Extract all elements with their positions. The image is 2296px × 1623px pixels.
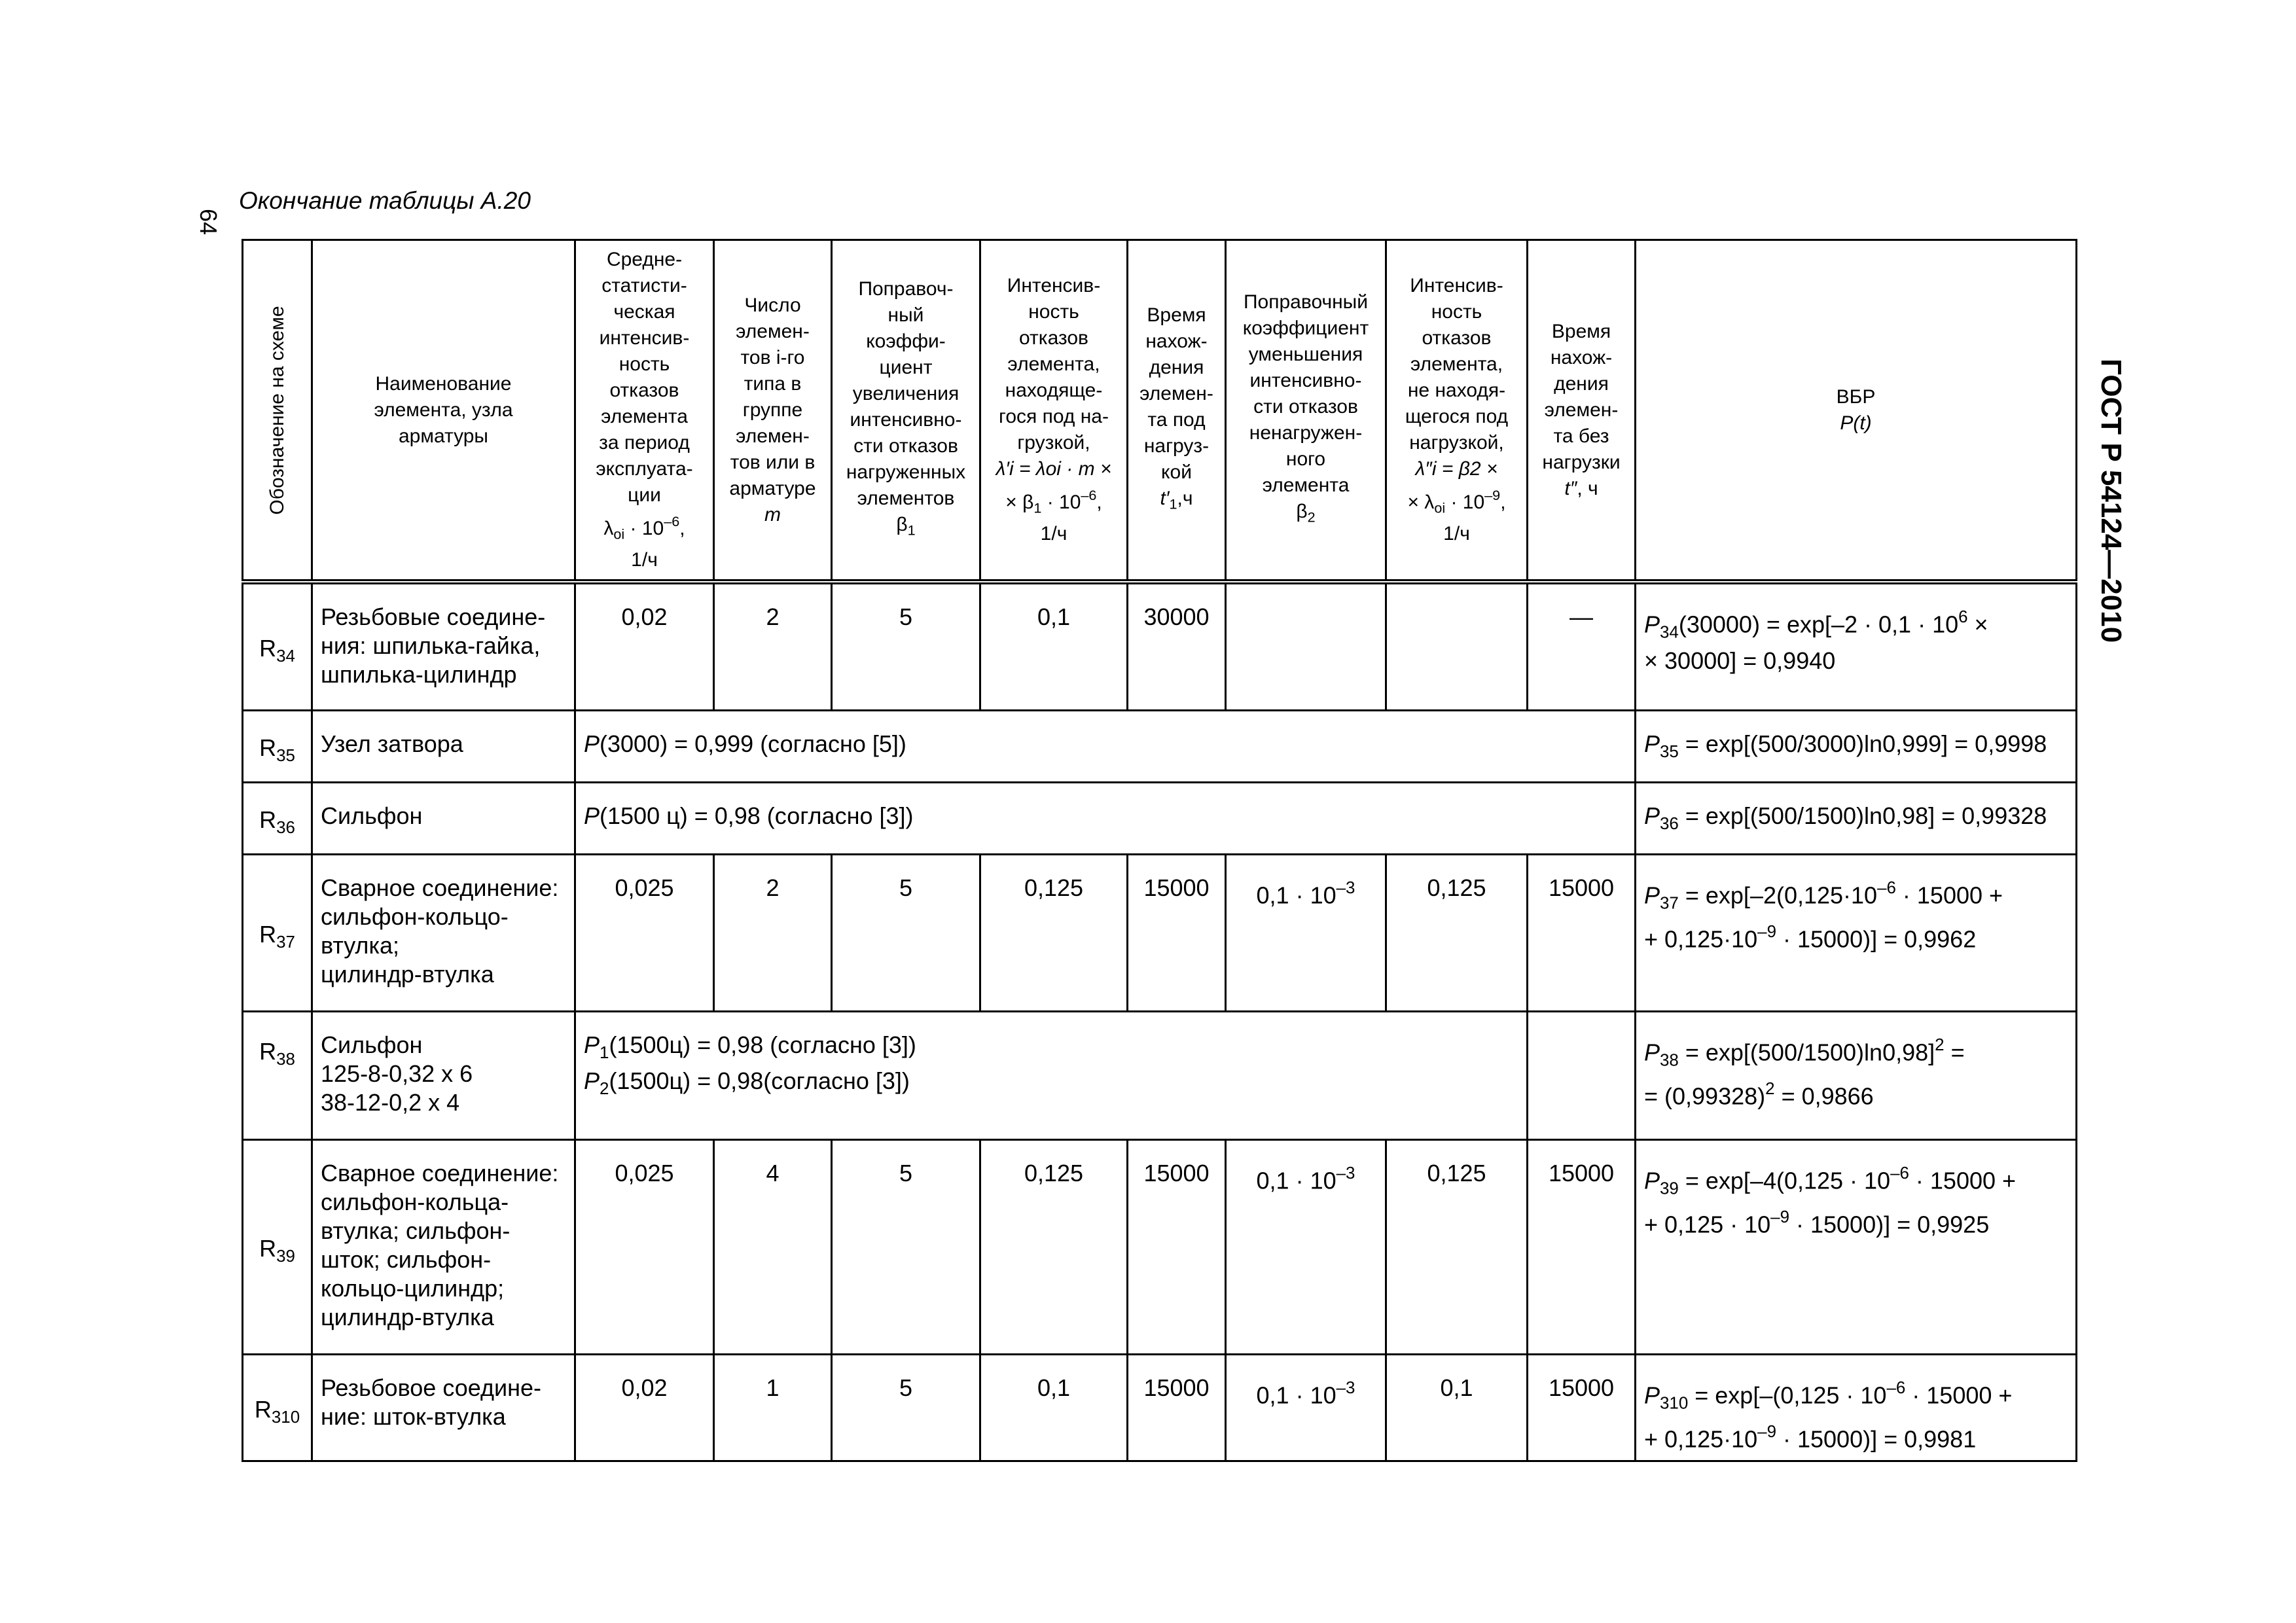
cell-vbr: $P_{310} = \exp[-(0,125 \cdot 10^{-6} \cdot 15000$ + + $0,125\cdot 10^{-9} \cdot 15000)] = 0,9981$ <box>1636 1354 2077 1461</box>
cell-beta1: 5 <box>832 854 980 1011</box>
header-lambda0: Средне- статисти- ческая интенсив- ность отказов элемента за период эксплуата- ции $\lambda_{oi} \cdot 10^{-6}$, 1/ч <box>575 240 714 582</box>
cell-lambda-loaded: 0,1 <box>980 582 1128 710</box>
table-row <box>243 1354 2077 1461</box>
reliability-table <box>242 239 2077 1462</box>
cell-beta2 <box>1226 582 1386 710</box>
row-element-name: Резьбовые соедине- ния: шпилька-гайка, шпилька-цилиндр <box>312 582 575 710</box>
cell-lambda-loaded: 0,125 <box>980 854 1128 1011</box>
header-time-unloaded: Время нахож- дения элемен- та без нагрузки t″, ч <box>1528 240 1636 582</box>
cell-vbr: $P_{36} = \exp[(500/1500)\ln 0,98] = 0,99328$ <box>1636 782 2077 854</box>
table-header-row <box>243 240 2077 582</box>
cell-vbr: $P_{34}(30000) = \exp[-2 \cdot 0,1 \cdot 10^6$ × × 30000] = 0,9940 <box>1636 582 2077 710</box>
cell-lambda-loaded: 0,125 <box>980 1139 1128 1354</box>
cell-merged-probability: P(1500 ц) = 0,98 (согласно [3]) <box>575 782 1636 854</box>
header-vbr: ВБР P(t) <box>1636 240 2077 582</box>
header-beta1: Поправоч- ный коэффи- циент увеличения интенсивно- сти отказов нагруженных элементов $\beta_1$ <box>832 240 980 582</box>
cell-vbr: $P_{38} = \exp[(500/1500)\ln 0,98]^2$ = = $(0,99328)^2 = 0,9866$ <box>1636 1011 2077 1139</box>
header-designation: Обозначение на схеме <box>243 240 312 582</box>
cell-lambda-loaded: 0,1 <box>980 1354 1128 1461</box>
row-designation: $R_{34}$ <box>243 582 312 710</box>
page-number: 64 <box>195 208 223 236</box>
header-lambda-unloaded: Интенсив- ность отказов элемента, не находя- щегося под нагрузкой, λ″i = β2 × × $\lambda_{oi} \cdot 10^{-9}$, 1/ч <box>1386 240 1528 582</box>
cell-beta2: $0,1 \cdot 10^{-3}$ <box>1226 1354 1386 1461</box>
cell-beta1: 5 <box>832 582 980 710</box>
cell-count: 2 <box>714 854 832 1011</box>
cell-time-unloaded <box>1528 1011 1636 1139</box>
cell-time-unloaded: 15000 <box>1528 854 1636 1011</box>
row-designation: $R_{310}$ <box>243 1354 312 1461</box>
table-row <box>243 854 2077 1011</box>
table-caption: Окончание таблицы А.20 <box>239 187 531 214</box>
cell-lambda-unloaded: 0,1 <box>1386 1354 1528 1461</box>
cell-lambda-unloaded: 0,125 <box>1386 1139 1528 1354</box>
cell-time-unloaded: 15000 <box>1528 1139 1636 1354</box>
cell-vbr: $P_{37} = \exp[-2(0,125\cdot 10^{-6} \cdot 15000$ + + $0,125\cdot 10^{-9} \cdot 15000)] = 0,9962$ <box>1636 854 2077 1011</box>
cell-lambda0: 0,025 <box>575 854 714 1011</box>
cell-merged-probability: P(3000) = 0,999 (согласно [5]) <box>575 710 1636 782</box>
row-element-name: Сварное соединение: сильфон-кольцо- втулка; цилиндр-втулка <box>312 854 575 1011</box>
cell-time-loaded: 15000 <box>1128 1354 1226 1461</box>
cell-vbr: $P_{39} = \exp[-4(0,125 \cdot 10^{-6} \cdot 15000$ + + $0,125 \cdot 10^{-9} \cdot 15000)] = 0,9925$ <box>1636 1139 2077 1354</box>
table-row <box>243 710 2077 782</box>
document-code: ГОСТ Р 54124—2010 <box>2095 359 2127 643</box>
cell-beta1: 5 <box>832 1354 980 1461</box>
cell-lambda-unloaded <box>1386 582 1528 710</box>
cell-lambda0: 0,02 <box>575 582 714 710</box>
header-element-count: Число элемен- тов i-го типа в группе элемен- тов или в арматуре m <box>714 240 832 582</box>
cell-beta1: 5 <box>832 1139 980 1354</box>
header-time-loaded: Время нахож- дения элемен- та под нагруз- кой $t'_1,ч$ <box>1128 240 1226 582</box>
cell-count: 4 <box>714 1139 832 1354</box>
cell-time-loaded: 15000 <box>1128 1139 1226 1354</box>
cell-lambda0: 0,02 <box>575 1354 714 1461</box>
row-element-name: Сильфон <box>312 782 575 854</box>
cell-merged-probability: $P_1(1500ц) = 0,98$ (согласно [3]) $P_2(1500ц)$ = 0,98(согласно [3]) <box>575 1011 1528 1139</box>
table-row <box>243 1139 2077 1354</box>
cell-vbr: $P_{35} = \exp[(500/3000)\ln 0,999] = 0,9998$ <box>1636 710 2077 782</box>
cell-time-loaded: 30000 <box>1128 582 1226 710</box>
cell-count: 1 <box>714 1354 832 1461</box>
row-element-name: Резьбовое соедине- ние: шток-втулка <box>312 1354 575 1461</box>
cell-lambda0: 0,025 <box>575 1139 714 1354</box>
cell-time-unloaded: 15000 <box>1528 1354 1636 1461</box>
header-element-name: Наименование элемента, узла арматуры <box>312 240 575 582</box>
cell-lambda-unloaded: 0,125 <box>1386 854 1528 1011</box>
cell-time-unloaded: — <box>1528 582 1636 710</box>
row-element-name: Узел затвора <box>312 710 575 782</box>
table-row <box>243 582 2077 710</box>
cell-time-loaded: 15000 <box>1128 854 1226 1011</box>
row-designation: $R_{36}$ <box>243 782 312 854</box>
row-designation: $R_{35}$ <box>243 710 312 782</box>
row-element-name: Сварное соединение: сильфон-кольца- втулка; сильфон- шток; сильфон- кольцо-цилиндр; цилиндр-втулка <box>312 1139 575 1354</box>
table-row <box>243 1011 2077 1139</box>
table-row <box>243 782 2077 854</box>
row-element-name: Сильфон 125-8-0,32 х 6 38-12-0,2 х 4 <box>312 1011 575 1139</box>
cell-beta2: $0,1 \cdot 10^{-3}$ <box>1226 854 1386 1011</box>
row-designation: $R_{38}$ <box>243 1011 312 1139</box>
row-designation: $R_{37}$ <box>243 854 312 1011</box>
header-beta2: Поправочный коэффициент уменьшения интенсивно- сти отказов ненагружен- ного элемента $\beta_2$ <box>1226 240 1386 582</box>
cell-count: 2 <box>714 582 832 710</box>
row-designation: $R_{39}$ <box>243 1139 312 1354</box>
header-lambda-loaded: Интенсив- ность отказов элемента, находяще- гося под на- грузкой, λ′i = λoi · m × × $\beta_1 \cdot 10^{-6}$, 1/ч <box>980 240 1128 582</box>
cell-beta2: $0,1 \cdot 10^{-3}$ <box>1226 1139 1386 1354</box>
